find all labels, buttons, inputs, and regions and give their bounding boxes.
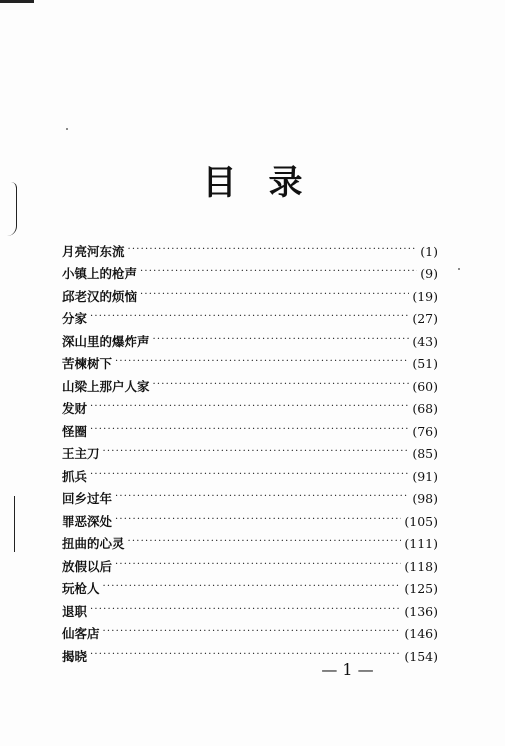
toc-entry-page: (76) [412,423,438,439]
toc-entry-title: 回乡过年 [62,491,113,506]
toc-entry-page: (27) [412,311,438,326]
toc-leader-dots [140,287,409,303]
toc-entry-page: (98) [412,491,438,506]
toc-entry-page: (51) [412,356,438,371]
toc-leader-dots [128,242,418,258]
toc-entry[interactable] [62,552,438,575]
toc-leader-dots [153,377,410,393]
toc-entry-title: 放假以后 [62,558,113,574]
toc-entry[interactable] [62,462,438,485]
toc-entry-title: 退职 [62,603,88,619]
toc-entry-title: 小镇上的枪声 [62,266,138,281]
toc-entry[interactable] [62,260,438,283]
toc-entry-title: 分家 [62,311,88,326]
toc-entry-page: (91) [412,468,438,484]
toc-entry[interactable] [62,575,438,598]
toc-leader-dots [90,467,409,483]
toc-entry-page: (125) [404,581,438,596]
toc-entry[interactable] [62,417,438,440]
toc-entry-page: (68) [412,401,438,416]
toc-entry-page: (43) [412,333,438,349]
page-number: — 1 — [321,660,374,679]
toc-entry[interactable] [62,237,438,260]
toc-entry[interactable] [62,350,438,373]
toc-entry-page: (85) [412,446,438,461]
toc-entry[interactable] [62,395,438,418]
toc-entry[interactable] [62,530,438,553]
toc-entry-page: (111) [404,536,438,551]
toc-leader-dots [103,579,402,595]
toc-entry-title: 苦楝树下 [62,356,113,371]
toc-entry[interactable] [62,507,438,530]
toc-leader-dots [115,557,401,573]
toc-entry-page: (105) [404,513,438,529]
page-title [0,155,505,204]
scan-speck [458,268,460,270]
toc-entry-title: 王主刀 [62,446,100,461]
toc-entry[interactable] [62,597,438,620]
toc-entry-title: 发财 [62,401,88,416]
toc-entry-page: (118) [404,558,438,574]
scan-artifact-left-lower [4,496,15,552]
toc-leader-dots [90,602,401,618]
toc-leader-dots [90,309,409,325]
table-of-contents [62,237,438,665]
toc-entry-title: 山梁上那户人家 [62,378,150,394]
page-title-char-2: 录 [268,163,303,203]
toc-entry[interactable] [62,440,438,463]
toc-entry-title: 深山里的爆炸声 [62,333,150,349]
toc-entry-title: 揭晓 [62,648,88,664]
toc-leader-dots [90,399,409,415]
toc-entry-page: (146) [404,626,438,641]
toc-leader-dots [115,489,409,505]
scan-speck [66,128,68,130]
toc-entry-title: 邱老汉的烦恼 [62,288,138,304]
toc-entry-page: (136) [404,603,438,619]
toc-entry[interactable] [62,327,438,350]
toc-entry-title: 玩枪人 [62,581,100,596]
toc-entry-page: (9) [420,266,438,281]
toc-entry[interactable] [62,372,438,395]
toc-entry-page: (1) [420,243,438,259]
toc-entry[interactable] [62,305,438,328]
scan-artifact-top [0,0,34,3]
toc-entry-title: 罪恶深处 [62,513,113,529]
toc-entry-title: 抓兵 [62,468,88,484]
toc-entry[interactable] [62,620,438,643]
toc-leader-dots [103,444,410,460]
toc-leader-dots [90,422,409,438]
toc-leader-dots [128,534,402,550]
toc-leader-dots [115,512,401,528]
toc-entry-page: (60) [412,378,438,394]
toc-entry[interactable] [62,282,438,305]
toc-entry-title: 仙客店 [62,626,100,641]
toc-entry-title: 月亮河东流 [62,243,125,259]
toc-entry-page: (154) [404,648,438,664]
toc-leader-dots [103,624,402,640]
toc-entry-title: 扭曲的心灵 [62,536,125,551]
toc-entry-page: (19) [412,288,438,304]
toc-leader-dots [115,354,409,370]
toc-leader-dots [140,264,417,280]
toc-leader-dots [153,332,410,348]
toc-entry-title: 怪圈 [62,423,88,439]
toc-entry[interactable] [62,485,438,508]
page-title-char-1: 目 [202,163,237,203]
